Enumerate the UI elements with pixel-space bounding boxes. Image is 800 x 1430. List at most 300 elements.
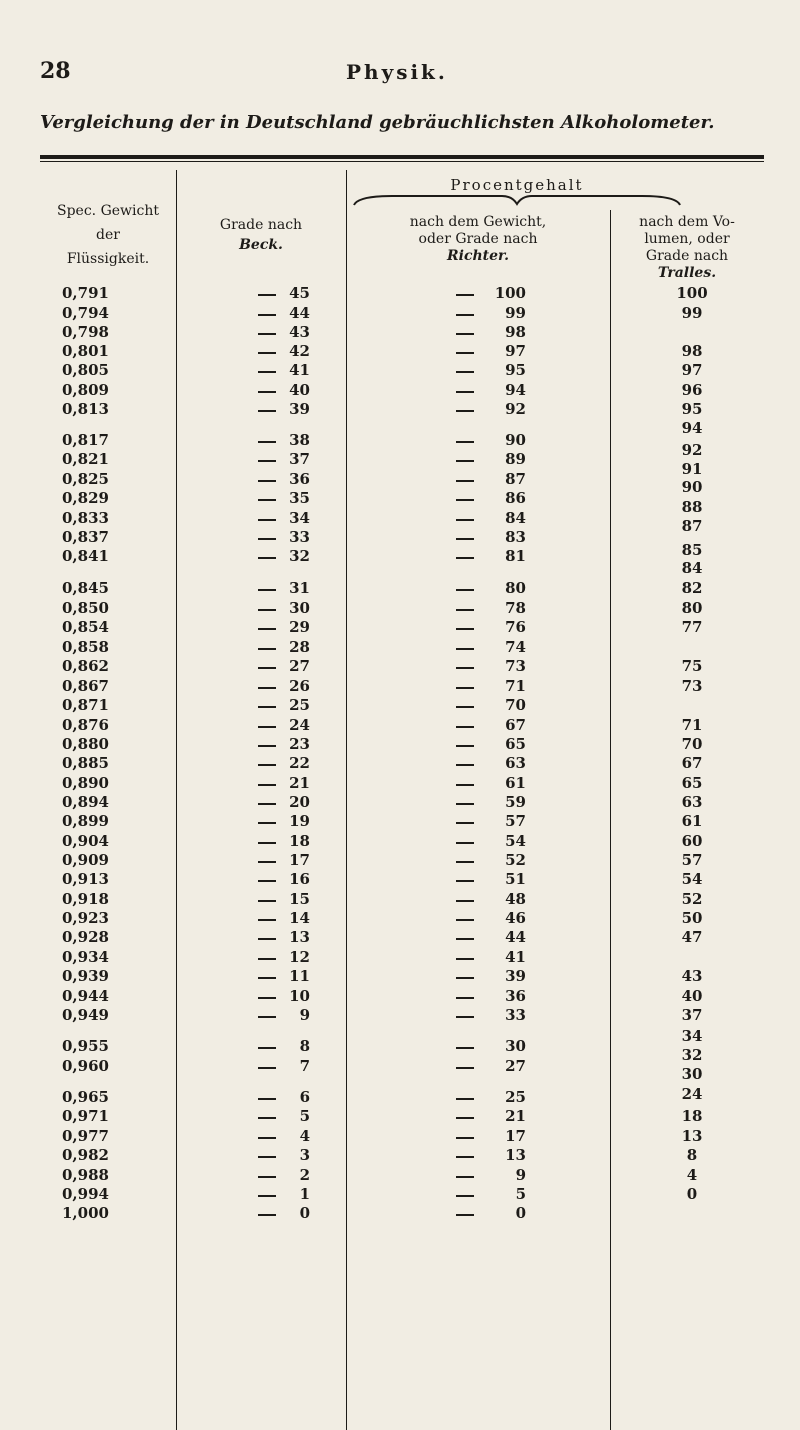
spec-gravity-cell: 0,918 [62, 890, 109, 908]
tralles-cell: 13 [681, 1127, 703, 1145]
tralles-cell: 70 [681, 735, 703, 753]
dash-mark [258, 499, 276, 501]
tralles-cell: 85 [681, 541, 703, 559]
tralles-cell: 92 [681, 441, 703, 459]
header-beck-line1: Grade nach [219, 217, 303, 233]
spec-gravity-cell: 0,809 [62, 381, 109, 399]
spec-gravity-cell: 0,867 [62, 677, 109, 695]
spec-gravity-cell: 0,821 [62, 450, 109, 468]
spec-gravity-cell: 0,934 [62, 948, 109, 966]
tralles-cell: 71 [681, 716, 703, 734]
tralles-cell: 67 [681, 754, 703, 772]
dash-mark [258, 842, 276, 844]
spec-gravity-cell: 0,939 [62, 967, 109, 985]
dash-mark [456, 977, 474, 979]
dash-mark [258, 609, 276, 611]
richter-cell: 90 [505, 431, 526, 449]
tralles-cell: 82 [681, 579, 703, 597]
tralles-cell: 84 [681, 559, 703, 577]
dash-mark [456, 499, 474, 501]
tralles-cell: 88 [681, 498, 703, 516]
dash-mark [258, 294, 276, 296]
spec-gravity-cell: 0,988 [62, 1166, 109, 1184]
dash-mark [258, 687, 276, 689]
richter-cell: 94 [505, 381, 526, 399]
beck-grade-cell: 40 [289, 381, 310, 399]
richter-cell: 59 [505, 793, 526, 811]
richter-cell: 92 [505, 400, 526, 418]
beck-grade-cell: 17 [289, 851, 310, 869]
header-richter-line1: nach dem Gewicht, [409, 214, 547, 230]
spec-gravity-cell: 0,871 [62, 696, 109, 714]
richter-cell: 30 [505, 1037, 526, 1055]
beck-grade-cell: 12 [289, 948, 310, 966]
tralles-cell: 99 [681, 304, 703, 322]
beck-grade-cell: 13 [289, 928, 310, 946]
beck-grade-cell: 34 [289, 509, 310, 527]
spec-gravity-cell: 0,833 [62, 509, 109, 527]
richter-cell: 71 [505, 677, 526, 695]
page-header [40, 58, 760, 94]
tralles-cell: 95 [681, 400, 703, 418]
dash-mark [456, 726, 474, 728]
richter-cell: 63 [505, 754, 526, 772]
richter-cell: 87 [505, 470, 526, 488]
header-richter [352, 214, 604, 265]
tralles-cell: 24 [681, 1085, 703, 1103]
tralles-cell: 60 [681, 832, 703, 850]
tralles-cell: 32 [681, 1046, 703, 1064]
spec-gravity-cell: 0,894 [62, 793, 109, 811]
spec-gravity-cell: 0,794 [62, 304, 109, 322]
spec-gravity-cell: 0,791 [62, 284, 109, 302]
tralles-cell: 100 [676, 284, 708, 302]
beck-grade-cell: 33 [289, 528, 310, 546]
dash-mark [456, 1098, 474, 1100]
dash-mark [456, 667, 474, 669]
dash-mark [456, 687, 474, 689]
richter-cell: 39 [505, 967, 526, 985]
spec-gravity-cell: 0,798 [62, 323, 109, 341]
tralles-cell: 8 [686, 1146, 698, 1164]
dash-mark [456, 706, 474, 708]
page-number: 28 [40, 58, 71, 84]
top-rule [40, 155, 764, 159]
dash-mark [258, 519, 276, 521]
beck-grade-cell: 31 [289, 579, 310, 597]
richter-cell: 46 [505, 909, 526, 927]
dash-mark [258, 648, 276, 650]
header-spec [40, 199, 176, 271]
tralles-cell: 97 [681, 361, 703, 379]
richter-cell: 86 [505, 489, 526, 507]
tralles-cell: 63 [681, 793, 703, 811]
richter-cell: 41 [505, 948, 526, 966]
dash-mark [258, 764, 276, 766]
spec-gravity-cell: 0,960 [62, 1057, 109, 1075]
dash-mark [258, 880, 276, 882]
dash-mark [258, 667, 276, 669]
beck-grade-cell: 14 [289, 909, 310, 927]
dash-mark [258, 822, 276, 824]
dash-mark [258, 726, 276, 728]
header-tralles-line1: nach dem Vo- [639, 214, 735, 230]
spec-gravity-cell: 0,994 [62, 1185, 109, 1203]
beck-grade-cell: 19 [289, 812, 310, 830]
beck-grade-cell: 10 [289, 987, 310, 1005]
dash-mark [258, 480, 276, 482]
beck-grade-cell: 38 [289, 431, 310, 449]
dash-mark [456, 391, 474, 393]
header-tralles-line2: lumen, oder [644, 231, 730, 247]
dash-mark [258, 333, 276, 335]
table-row [0, 1203, 800, 1224]
dash-mark [456, 1137, 474, 1139]
dash-mark [456, 314, 474, 316]
tralles-cell: 96 [681, 381, 703, 399]
spec-gravity-cell: 0,841 [62, 547, 109, 565]
beck-grade-cell: 35 [289, 489, 310, 507]
spec-gravity-cell: 0,949 [62, 1006, 109, 1024]
running-head: Physik. [346, 60, 448, 84]
beck-grade-cell: 43 [289, 323, 310, 341]
spec-gravity-cell: 0,876 [62, 716, 109, 734]
dash-mark [456, 764, 474, 766]
dash-mark [258, 1156, 276, 1158]
header-richter-line3: Richter. [447, 248, 509, 264]
dash-mark [456, 609, 474, 611]
dash-mark [456, 628, 474, 630]
tralles-cell: 94 [681, 419, 703, 437]
richter-cell: 83 [505, 528, 526, 546]
dash-mark [456, 557, 474, 559]
dash-mark [456, 938, 474, 940]
spec-gravity-cell: 0,813 [62, 400, 109, 418]
header-brace-icon [352, 194, 682, 206]
header-spec-line1: Spec. Gewicht [57, 203, 159, 219]
dash-mark [456, 880, 474, 882]
spec-gravity-cell: 0,817 [62, 431, 109, 449]
richter-cell: 13 [505, 1146, 526, 1164]
dash-mark [258, 628, 276, 630]
beck-grade-cell: 30 [289, 599, 310, 617]
richter-cell: 65 [505, 735, 526, 753]
beck-grade-cell: 45 [289, 284, 310, 302]
dash-mark [258, 314, 276, 316]
header-spec-line3: Flüssigkeit. [66, 251, 150, 267]
beck-grade-cell: 20 [289, 793, 310, 811]
top-rule-thin [40, 161, 764, 162]
tralles-cell: 4 [686, 1166, 698, 1184]
richter-cell: 48 [505, 890, 526, 908]
dash-mark [258, 538, 276, 540]
spec-gravity-cell: 0,880 [62, 735, 109, 753]
dash-mark [258, 1117, 276, 1119]
tralles-cell: 57 [681, 851, 703, 869]
dash-mark [456, 745, 474, 747]
beck-grade-cell: 23 [289, 735, 310, 753]
dash-mark [258, 1214, 276, 1216]
dash-mark [456, 1195, 474, 1197]
dash-mark [258, 997, 276, 999]
beck-grade-cell: 8 [299, 1037, 310, 1055]
dash-mark [258, 1067, 276, 1069]
richter-cell: 98 [505, 323, 526, 341]
table-row [0, 695, 800, 716]
richter-cell: 51 [505, 870, 526, 888]
richter-cell: 52 [505, 851, 526, 869]
dash-mark [258, 1176, 276, 1178]
dash-mark [258, 589, 276, 591]
dash-mark [456, 1067, 474, 1069]
beck-grade-cell: 6 [299, 1088, 310, 1106]
dash-mark [258, 919, 276, 921]
dash-mark [456, 900, 474, 902]
tralles-cell: 73 [681, 677, 703, 695]
tralles-cell: 54 [681, 870, 703, 888]
dash-mark [258, 391, 276, 393]
tralles-cell: 37 [681, 1006, 703, 1024]
dash-mark [258, 460, 276, 462]
richter-cell: 95 [505, 361, 526, 379]
dash-mark [456, 333, 474, 335]
richter-cell: 54 [505, 832, 526, 850]
header-tralles-line4: Tralles. [657, 265, 717, 281]
tralles-cell: 30 [681, 1065, 703, 1083]
richter-cell: 99 [505, 304, 526, 322]
beck-grade-cell: 44 [289, 304, 310, 322]
spec-gravity-cell: 0,928 [62, 928, 109, 946]
richter-cell: 67 [505, 716, 526, 734]
dash-mark [258, 410, 276, 412]
dash-mark [456, 822, 474, 824]
beck-grade-cell: 21 [289, 774, 310, 792]
dash-mark [456, 861, 474, 863]
header-richter-line2: oder Grade nach [418, 231, 538, 247]
dash-mark [456, 589, 474, 591]
dash-mark [456, 958, 474, 960]
dash-mark [456, 538, 474, 540]
dash-mark [258, 745, 276, 747]
richter-cell: 44 [505, 928, 526, 946]
richter-cell: 84 [505, 509, 526, 527]
dash-mark [456, 1016, 474, 1018]
spec-gravity-cell: 0,913 [62, 870, 109, 888]
dash-mark [258, 861, 276, 863]
beck-grade-cell: 11 [289, 967, 310, 985]
spec-gravity-cell: 0,890 [62, 774, 109, 792]
dash-mark [258, 557, 276, 559]
beck-grade-cell: 15 [289, 890, 310, 908]
dash-mark [456, 410, 474, 412]
dash-mark [456, 803, 474, 805]
dash-mark [258, 803, 276, 805]
spec-gravity-cell: 0,854 [62, 618, 109, 636]
tralles-cell: 91 [681, 460, 703, 478]
dash-mark [258, 1098, 276, 1100]
dash-mark [456, 460, 474, 462]
spec-gravity-cell: 0,944 [62, 987, 109, 1005]
header-tralles-line3: Grade nach [645, 248, 729, 264]
spec-gravity-cell: 0,909 [62, 851, 109, 869]
spec-gravity-cell: 0,850 [62, 599, 109, 617]
spec-gravity-cell: 0,965 [62, 1088, 109, 1106]
beck-grade-cell: 28 [289, 638, 310, 656]
dash-mark [456, 648, 474, 650]
richter-cell: 0 [515, 1204, 526, 1222]
dash-mark [456, 1047, 474, 1049]
richter-cell: 27 [505, 1057, 526, 1075]
richter-cell: 76 [505, 618, 526, 636]
tralles-cell: 34 [681, 1027, 703, 1045]
dash-mark [258, 977, 276, 979]
beck-grade-cell: 7 [299, 1057, 310, 1075]
table-row [0, 322, 800, 343]
beck-grade-cell: 36 [289, 470, 310, 488]
dash-mark [258, 706, 276, 708]
beck-grade-cell: 39 [289, 400, 310, 418]
beck-grade-cell: 1 [299, 1185, 310, 1203]
dash-mark [258, 938, 276, 940]
beck-grade-cell: 18 [289, 832, 310, 850]
beck-grade-cell: 0 [299, 1204, 310, 1222]
spec-gravity-cell: 0,977 [62, 1127, 109, 1145]
dash-mark [258, 900, 276, 902]
richter-cell: 100 [494, 284, 526, 302]
beck-grade-cell: 25 [289, 696, 310, 714]
beck-grade-cell: 26 [289, 677, 310, 695]
dash-mark [258, 784, 276, 786]
spec-gravity-cell: 0,904 [62, 832, 109, 850]
header-spec-line2: der [96, 227, 120, 243]
dash-mark [456, 1117, 474, 1119]
richter-cell: 21 [505, 1107, 526, 1125]
spec-gravity-cell: 0,899 [62, 812, 109, 830]
spec-gravity-cell: 0,845 [62, 579, 109, 597]
beck-grade-cell: 22 [289, 754, 310, 772]
dash-mark [456, 919, 474, 921]
tralles-cell: 90 [681, 478, 703, 496]
richter-cell: 89 [505, 450, 526, 468]
spec-gravity-cell: 0,885 [62, 754, 109, 772]
tralles-cell: 52 [681, 890, 703, 908]
spec-gravity-cell: 0,825 [62, 470, 109, 488]
dash-mark [258, 352, 276, 354]
tralles-cell: 61 [681, 812, 703, 830]
richter-cell: 57 [505, 812, 526, 830]
dash-mark [456, 842, 474, 844]
tralles-cell: 47 [681, 928, 703, 946]
dash-mark [258, 441, 276, 443]
beck-grade-cell: 41 [289, 361, 310, 379]
richter-cell: 5 [515, 1185, 526, 1203]
spec-gravity-cell: 0,829 [62, 489, 109, 507]
table-row [0, 637, 800, 658]
richter-cell: 33 [505, 1006, 526, 1024]
beck-grade-cell: 37 [289, 450, 310, 468]
dash-mark [456, 784, 474, 786]
spec-gravity-cell: 1,000 [62, 1204, 109, 1222]
beck-grade-cell: 27 [289, 657, 310, 675]
tralles-cell: 65 [681, 774, 703, 792]
spec-gravity-cell: 0,982 [62, 1146, 109, 1164]
dash-mark [258, 1016, 276, 1018]
dash-mark [258, 958, 276, 960]
table-row [0, 947, 800, 968]
richter-cell: 81 [505, 547, 526, 565]
richter-cell: 70 [505, 696, 526, 714]
richter-cell: 9 [515, 1166, 526, 1184]
tralles-cell: 18 [681, 1107, 703, 1125]
dash-mark [456, 441, 474, 443]
tralles-cell: 98 [681, 342, 703, 360]
richter-cell: 80 [505, 579, 526, 597]
header-tralles [612, 214, 762, 282]
dash-mark [456, 371, 474, 373]
richter-cell: 17 [505, 1127, 526, 1145]
spec-gravity-cell: 0,801 [62, 342, 109, 360]
beck-grade-cell: 9 [299, 1006, 310, 1024]
spec-gravity-cell: 0,805 [62, 361, 109, 379]
beck-grade-cell: 2 [299, 1166, 310, 1184]
header-beck-line2: Beck. [239, 237, 283, 253]
dash-mark [456, 519, 474, 521]
spec-gravity-cell: 0,837 [62, 528, 109, 546]
richter-cell: 36 [505, 987, 526, 1005]
spec-gravity-cell: 0,971 [62, 1107, 109, 1125]
beck-grade-cell: 32 [289, 547, 310, 565]
beck-grade-cell: 5 [299, 1107, 310, 1125]
dash-mark [258, 1047, 276, 1049]
dash-mark [456, 997, 474, 999]
dash-mark [456, 480, 474, 482]
dash-mark [456, 352, 474, 354]
richter-cell: 74 [505, 638, 526, 656]
header-beck [176, 215, 346, 255]
dash-mark [456, 1176, 474, 1178]
dash-mark [258, 1195, 276, 1197]
richter-cell: 73 [505, 657, 526, 675]
tralles-cell: 0 [686, 1185, 698, 1203]
header-procentgehalt: Procentgehalt [450, 176, 584, 194]
spec-gravity-cell: 0,955 [62, 1037, 109, 1055]
tralles-cell: 87 [681, 517, 703, 535]
beck-grade-cell: 4 [299, 1127, 310, 1145]
richter-cell: 97 [505, 342, 526, 360]
table-title: Vergleichung der in Deutschland gebräuchlichsten Alkoholometer. [40, 112, 715, 133]
beck-grade-cell: 29 [289, 618, 310, 636]
tralles-cell: 75 [681, 657, 703, 675]
dash-mark [456, 1156, 474, 1158]
beck-grade-cell: 16 [289, 870, 310, 888]
richter-cell: 25 [505, 1088, 526, 1106]
tralles-cell: 50 [681, 909, 703, 927]
tralles-cell: 77 [681, 618, 703, 636]
dash-mark [456, 294, 474, 296]
dash-mark [456, 1214, 474, 1216]
spec-gravity-cell: 0,923 [62, 909, 109, 927]
beck-grade-cell: 42 [289, 342, 310, 360]
richter-cell: 78 [505, 599, 526, 617]
richter-cell: 61 [505, 774, 526, 792]
spec-gravity-cell: 0,858 [62, 638, 109, 656]
beck-grade-cell: 24 [289, 716, 310, 734]
tralles-cell: 40 [681, 987, 703, 1005]
spec-gravity-cell: 0,862 [62, 657, 109, 675]
tralles-cell: 80 [681, 599, 703, 617]
dash-mark [258, 371, 276, 373]
dash-mark [258, 1137, 276, 1139]
